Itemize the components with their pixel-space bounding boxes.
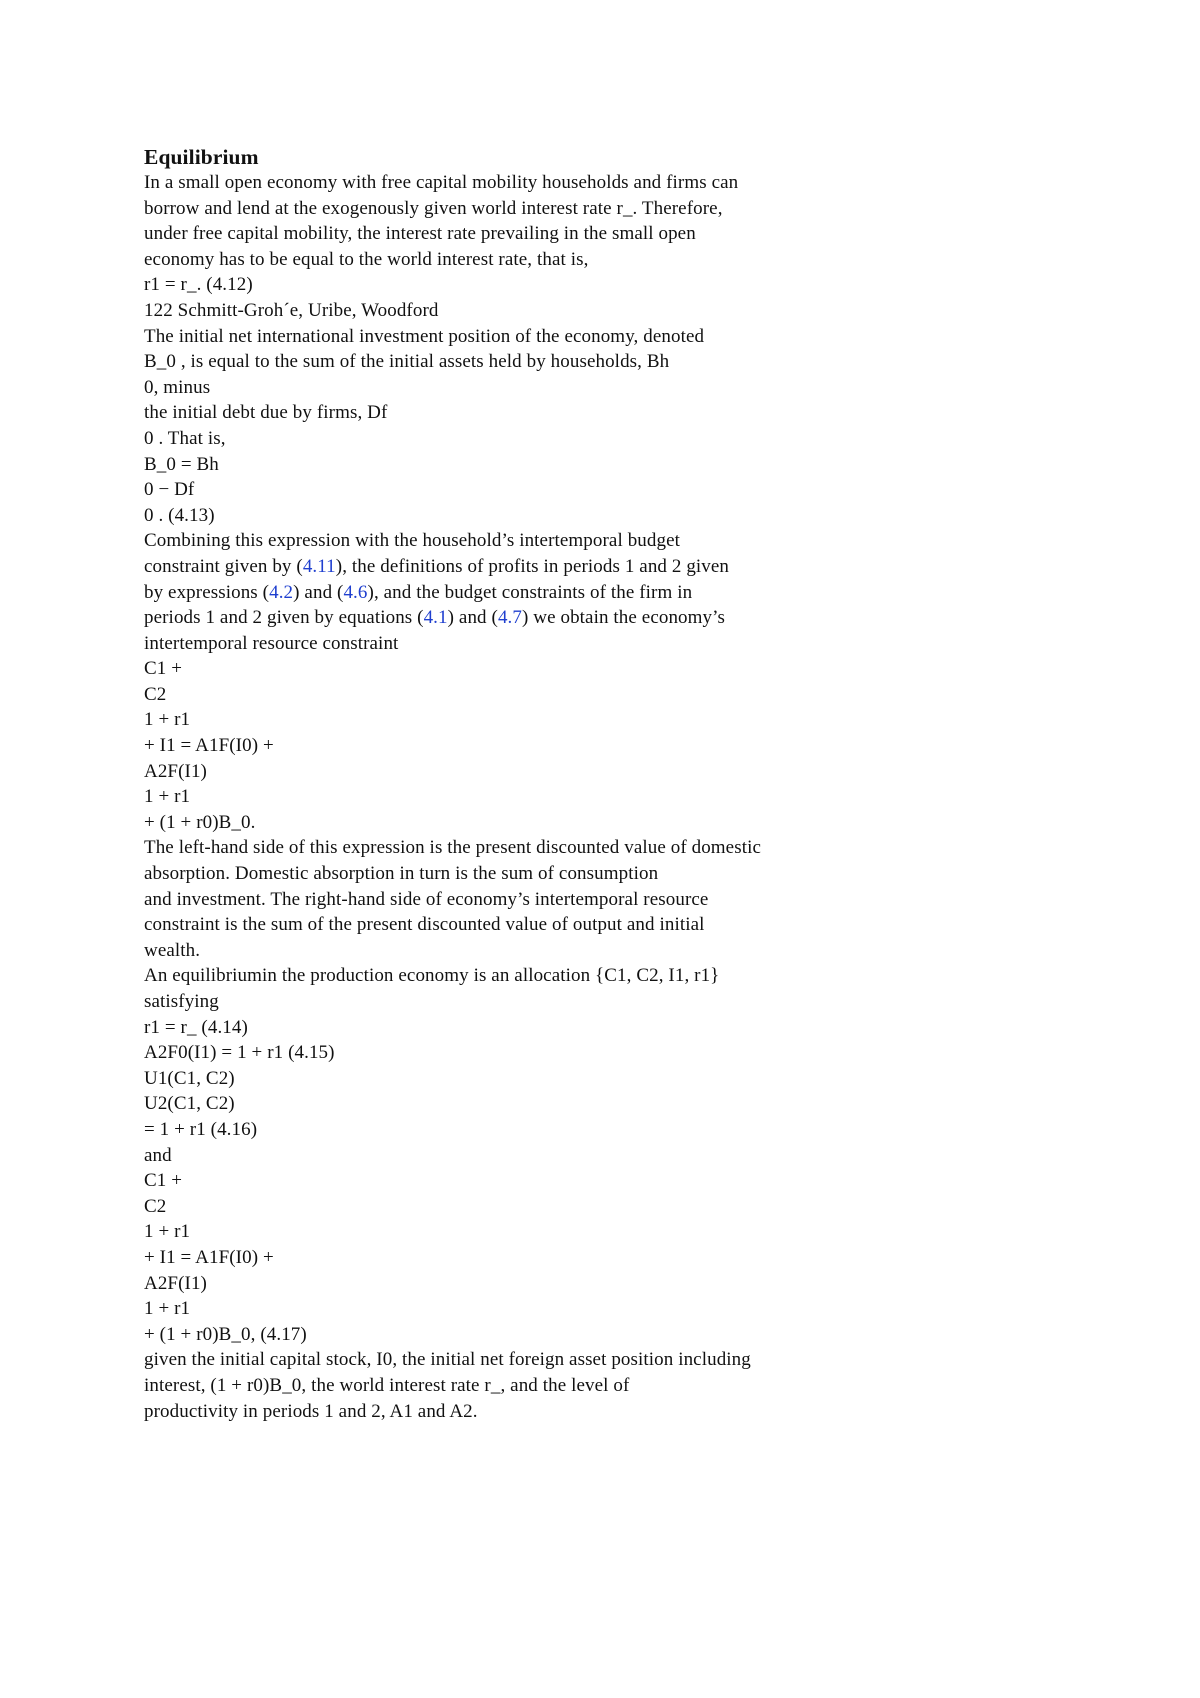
text-line-p1-l4 (144, 247, 1024, 273)
text-segment: B_0 , is equal to the sum of the initial assets held by households, Bh (144, 351, 670, 373)
text-line-p3-l4 (144, 605, 1024, 631)
text-line-p4-l2 (144, 861, 1024, 887)
text-line-p6-l1 (144, 1347, 1024, 1373)
text-segment: 0, minus (144, 376, 211, 398)
text-line-running-head (144, 298, 1024, 324)
text-line-p6-l2 (144, 1373, 1024, 1399)
text-segment: under free capital mobility, the interest rate prevailing in the small open (144, 223, 696, 245)
text-line-p3-l3 (144, 580, 1024, 606)
text-line-p1-l1 (144, 170, 1024, 196)
text-line-eq416-a (144, 1066, 1024, 1092)
text-segment: borrow and lend at the exogenously given world interest rate r_. Therefore, (144, 197, 723, 219)
text-segment: absorption. Domestic absorption in turn is the sum of consumption (144, 863, 659, 885)
text-line-p3-l2 (144, 554, 1024, 580)
text-line-eq417-6 (144, 1296, 1024, 1322)
text-line-eq416-b (144, 1091, 1024, 1117)
text-segment: ) and ( (293, 581, 344, 603)
text-segment: C1 + (144, 658, 183, 680)
text-segment: + I1 = A1F(I0) + (144, 1246, 274, 1268)
text-line-p4-l1 (144, 835, 1024, 861)
text-line-p6-l3 (144, 1399, 1024, 1425)
text-line-eq413-b (144, 477, 1024, 503)
text-segment: C2 (144, 683, 167, 705)
equation-reference-link[interactable]: 4.2 (269, 581, 294, 603)
text-lines (144, 170, 1024, 1424)
text-segment: ) we obtain the economy’s (522, 607, 726, 629)
text-line-p2-l4 (144, 400, 1024, 426)
text-segment: interest, (1 + r0)B_0, the world interest rate r_, and the level of (144, 1374, 630, 1396)
text-segment: 1 + r1 (144, 1298, 191, 1320)
text-segment: 1 + r1 (144, 1221, 191, 1243)
text-line-p3-l5 (144, 631, 1024, 657)
text-segment: C1 + (144, 1170, 183, 1192)
equation-reference-link[interactable]: 4.11 (302, 555, 336, 577)
text-line-irc-1 (144, 656, 1024, 682)
text-segment: Combining this expression with the household’s intertemporal budget (144, 530, 680, 552)
text-segment: An equilibriumin the production economy is an allocation {C1, C2, I1, r1} (144, 965, 720, 987)
text-segment: constraint is the sum of the present discounted value of output and initial (144, 914, 705, 936)
text-line-p4-l3 (144, 887, 1024, 913)
text-line-eq413-c (144, 503, 1024, 529)
text-line-eq417-7 (144, 1322, 1024, 1348)
text-line-p2-l3 (144, 375, 1024, 401)
text-segment: + (1 + r0)B_0, (4.17) (144, 1323, 307, 1345)
equation-reference-link[interactable]: 4.6 (343, 581, 368, 603)
text-line-eq415 (144, 1040, 1024, 1066)
text-segment: U2(C1, C2) (144, 1093, 235, 1115)
text-segment: r1 = r_. (4.12) (144, 274, 253, 296)
text-segment: constraint given by ( (144, 555, 303, 577)
text-line-and (144, 1143, 1024, 1169)
text-line-p5-l2 (144, 989, 1024, 1015)
text-line-p2-l1 (144, 324, 1024, 350)
text-segment: satisfying (144, 991, 219, 1012)
text-segment: 0 − Df (144, 479, 195, 501)
text-segment: In a small open economy with free capital mobility households and firms can (144, 172, 739, 193)
text-line-p2-l5 (144, 426, 1024, 452)
equation-reference-link[interactable]: 4.7 (497, 607, 522, 629)
text-line-p1-l2 (144, 196, 1024, 222)
text-line-eq417-1 (144, 1168, 1024, 1194)
text-line-eq417-2 (144, 1194, 1024, 1220)
text-segment: periods 1 and 2 given by equations ( (144, 607, 424, 629)
text-segment: r1 = r_ (4.14) (144, 1016, 248, 1038)
text-line-irc-7 (144, 810, 1024, 836)
text-segment: 1 + r1 (144, 786, 191, 808)
text-line-eq414 (144, 1015, 1024, 1041)
text-line-eq417-3 (144, 1219, 1024, 1245)
text-line-eq417-4 (144, 1245, 1024, 1271)
text-line-p1-l3 (144, 221, 1024, 247)
text-segment: and (144, 1144, 172, 1166)
text-line-p2-l2 (144, 349, 1024, 375)
text-segment: ), and the budget constraints of the firm in (367, 581, 693, 603)
text-segment: The left-hand side of this expression is the present discounted value of domestic (144, 837, 761, 859)
text-segment: The initial net international investment position of the economy, denoted (144, 325, 705, 347)
text-segment: U1(C1, C2) (144, 1067, 235, 1089)
text-segment: 1 + r1 (144, 709, 191, 731)
text-segment: 0 . (4.13) (144, 504, 215, 526)
text-line-eq416-c (144, 1117, 1024, 1143)
text-segment: + (1 + r0)B_0. (144, 811, 256, 833)
text-segment: and investment. The right-hand side of economy’s intertemporal resource (144, 888, 709, 910)
text-line-eq412 (144, 272, 1024, 298)
equation-reference-link[interactable]: 4.1 (423, 607, 448, 629)
text-segment: A2F(I1) (144, 1272, 207, 1294)
text-segment: intertemporal resource constraint (144, 632, 399, 654)
section-title: Equilibrium (144, 145, 259, 169)
text-line-irc-4 (144, 733, 1024, 759)
text-segment: the initial debt due by firms, Df (144, 402, 388, 424)
text-segment: 0 . That is, (144, 427, 226, 449)
text-segment: ), the definitions of profits in periods 1 and 2 given (335, 555, 730, 577)
text-segment: C2 (144, 1195, 167, 1217)
text-segment: A2F(I1) (144, 760, 207, 782)
text-segment: wealth. (144, 939, 201, 961)
text-line-eq417-5 (144, 1271, 1024, 1297)
text-segment: productivity in periods 1 and 2, A1 and A2. (144, 1400, 478, 1422)
document-body (144, 144, 1024, 1424)
text-segment: ) and ( (447, 607, 498, 629)
text-segment: by expressions ( (144, 581, 270, 603)
text-line-eq413-a (144, 452, 1024, 478)
text-line-p3-l1 (144, 528, 1024, 554)
text-segment: + I1 = A1F(I0) + (144, 735, 274, 757)
text-line-irc-2 (144, 682, 1024, 708)
text-line-irc-6 (144, 784, 1024, 810)
text-segment: = 1 + r1 (4.16) (144, 1118, 258, 1140)
text-segment: economy has to be equal to the world interest rate, that is, (144, 248, 589, 270)
text-line-p5-l1 (144, 963, 1024, 989)
text-line-p4-l4 (144, 912, 1024, 938)
text-segment: given the initial capital stock, I0, the initial net foreign asset position including (144, 1349, 751, 1371)
text-line-irc-3 (144, 707, 1024, 733)
text-line-irc-5 (144, 759, 1024, 785)
text-segment: 122 Schmitt-Groh´e, Uribe, Woodford (144, 299, 439, 321)
text-segment: B_0 = Bh (144, 453, 219, 475)
text-segment: A2F0(I1) = 1 + r1 (4.15) (144, 1042, 335, 1064)
text-line-p4-l5 (144, 938, 1024, 964)
